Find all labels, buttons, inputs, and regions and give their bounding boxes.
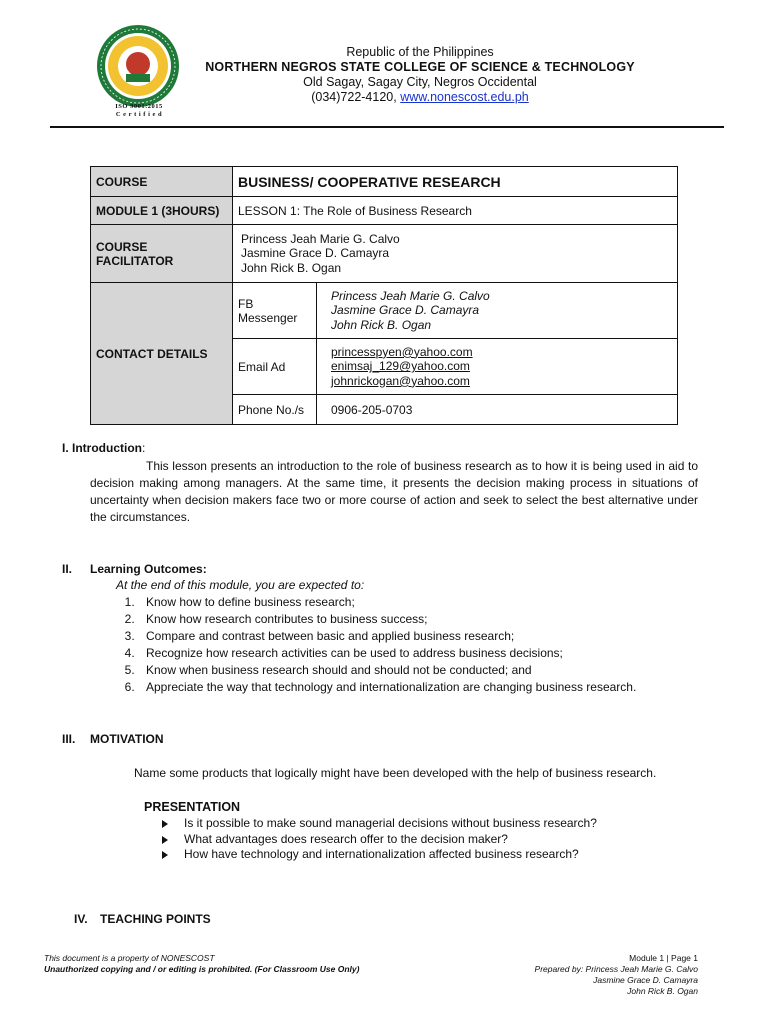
fb-name: Jasmine Grace D. Camayra [331,303,480,318]
facilitator-list [233,225,678,283]
header-divider [50,126,724,128]
outcomes-numeral: II. [62,562,73,576]
email-link[interactable]: johnrickogan@yahoo.com [331,373,470,388]
page-number: Module 1 | Page 1 [629,953,698,963]
phone-value: 0906-205-0703 [317,395,678,425]
course-info-table [90,166,678,425]
triangle-bullet-icon [162,851,168,859]
fb-name: Princess Jeah Marie G. Calvo [331,288,490,303]
phone-label: Phone No./s [233,395,317,425]
prepared-by: Prepared by: Princess Jeah Marie G. Calvo [534,964,698,974]
prepared-by-name: Jasmine Grace D. Camayra [593,975,698,985]
module-label: MODULE 1 (3HOURS) [91,197,233,225]
list-item: Is it possible to make sound managerial decisions without business research? [160,816,597,832]
contact-line [200,90,640,105]
list-item: 3. Compare and contrast between basic and applied business research; [138,628,636,645]
list-item: 2. Know how research contributes to business success; [138,611,636,628]
intro-paragraph: This lesson presents an introduction to the role of business research as to how it is being used in aid to decision making among managers. At the same time, it presents the decision making process in situations of uncertainty when decision makers face two or more course of action and seek to select the best alternative under the circumstances. [90,459,698,524]
footer-notice: Unauthorized copying and / or editing is prohibited. (For Classroom Use Only) [44,964,360,974]
outcomes-intro: At the end of this module, you are expected to: [116,578,365,592]
facilitator-label: COURSE FACILITATOR [91,225,233,283]
course-title: BUSINESS/ COOPERATIVE RESEARCH [233,167,678,197]
outcomes-list [122,594,636,696]
iso-certification: ISO 9001:2015 C e r t i f i e d [115,103,163,118]
outcomes-heading: Learning Outcomes: [90,562,207,576]
prepared-by-name: John Rick B. Ogan [627,986,698,996]
list-item: 4. Recognize how research activities can be used to address business decisions; [138,645,636,662]
list-item: How have technology and internationalization affected business research? [160,847,597,863]
footer-left [44,953,359,975]
email-list [317,339,678,395]
email-label: Email Ad [233,339,317,395]
list-item: 5. Know when business research should and should not be conducted; and [138,662,636,679]
email-link[interactable]: enimsaj_129@yahoo.com [331,359,470,374]
school-phone: (034)722-4120, [311,90,397,104]
facilitator-name: Jasmine Grace D. Camayra [241,246,390,261]
republic-line: Republic of the Philippines [346,45,494,59]
intro-heading: I. Introduction: [62,441,146,455]
letterhead [200,45,640,105]
fb-names [317,283,678,339]
email-link[interactable]: princesspyen@yahoo.com [331,344,473,359]
school-website-link[interactable]: www.nonescost.edu.ph [400,90,529,104]
school-address: Old Sagay, Sagay City, Negros Occidental [303,75,537,89]
presentation-list [160,816,597,863]
facilitator-name: John Rick B. Ogan [241,260,342,275]
motivation-heading: MOTIVATION [90,732,164,746]
triangle-bullet-icon [162,836,168,844]
teaching-heading: TEACHING POINTS [100,912,211,926]
list-item: 1. Know how to define business research; [138,594,636,611]
list-item: What advantages does research offer to the decision maker? [160,832,597,848]
facilitator-name: Princess Jeah Marie G. Calvo [241,231,400,246]
triangle-bullet-icon [162,820,168,828]
presentation-heading: PRESENTATION [144,800,241,814]
list-item: 6. Appreciate the way that technology and internationalization are changing business research. [138,679,636,696]
footer-property: This document is a property of NONESCOST [44,953,215,963]
fb-name: John Rick B. Ogan [331,317,432,332]
college-seal-logo [96,24,180,108]
module-lesson: LESSON 1: The Role of Business Research [233,197,678,225]
fb-label: FB Messenger [233,283,317,339]
motivation-text: Name some products that logically might have been developed with the help of business research. [134,766,657,780]
course-label: COURSE [91,167,233,197]
school-name: NORTHERN NEGROS STATE COLLEGE OF SCIENCE & TECHNOLOGY [205,60,635,74]
teaching-numeral: IV. [74,912,88,926]
motivation-numeral: III. [62,732,76,746]
contact-label: CONTACT DETAILS [91,283,233,425]
footer-right [535,953,698,997]
